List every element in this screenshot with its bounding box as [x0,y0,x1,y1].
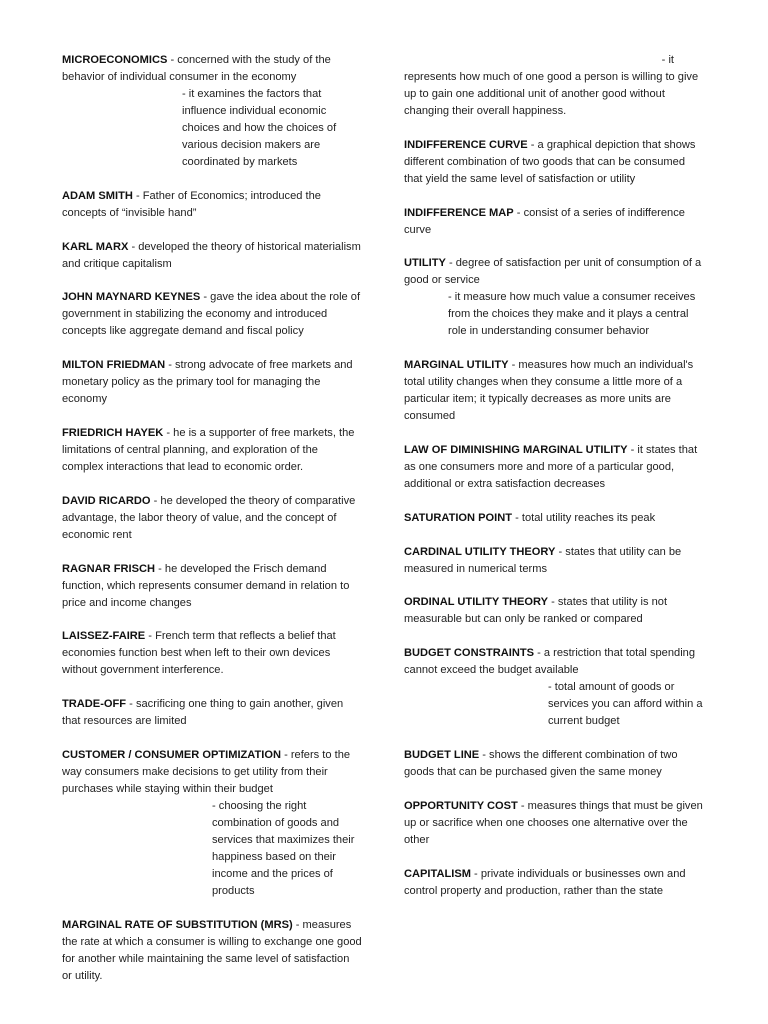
entry-cardinal-utility [404,544,704,578]
term: SATURATION POINT [404,511,513,524]
entry-law-diminishing-mu [404,442,704,493]
definition: - states that utility can be measured in numerical terms [404,545,682,575]
term: FRIEDRICH HAYEK [62,426,164,439]
entry-trade-off [62,696,362,730]
term: RAGNAR FRISCH [62,562,156,575]
entry-opportunity-cost [404,798,704,849]
definition-continued: - it examines the factors that influence individual economic choices and how the choices of various decision makers are coordinated by markets [182,88,337,168]
entry-ricardo [62,493,362,544]
term: JOHN MAYNARD KEYNES [62,291,201,304]
definition: - sacrificing one thing to gain another, given that resources are limited [62,698,344,728]
definition: - measures how much an individual's total utility changes when they consume a little more of a particular item; it typically decreases as more units are consumed [404,359,694,423]
term: OPPORTUNITY COST [404,799,518,812]
entry-karl-marx [62,239,362,273]
term: INDIFFERENCE MAP [404,206,514,219]
definition-continued: - choosing the right combination of goods and services that maximizes their happiness based on their income and the prices of products [212,799,355,897]
definition: - gave the idea about the role of government in stabilizing the economy and introduced concepts like aggregate demand and fiscal policy [62,291,361,338]
definition: - it states that as one consumers more and more of a particular good, additional or extra satisfaction decreases [404,443,698,490]
entry-marginal-utility [404,357,704,425]
term: ORDINAL UTILITY THEORY [404,596,549,609]
definition: - measures the rate at which a consumer is willing to exchange one good for another while maintaining the same level of satisfaction or utility. [62,918,362,982]
definition: - degree of satisfaction per unit of consumption of a good or service [404,257,702,287]
definition: - French term that reflects a belief that economies function best when left to their own devices without government interference. [62,630,336,677]
term: DAVID RICARDO [62,494,151,507]
definition-continued: - total amount of goods or services you can afford within a current budget [548,681,703,728]
definition: - developed the theory of historical materialism and critique capitalism [62,240,361,270]
term: UTILITY [404,257,446,270]
definition: - private individuals or businesses own and control property and production, rather than the state [404,867,686,897]
definition: - he developed the Frisch demand function, which represents consumer demand in relation to price and income changes [62,562,350,609]
term: CARDINAL UTILITY THEORY [404,545,556,558]
definition: - measures things that must be given up or sacrifice when one chooses one alternative over the other [404,799,703,846]
entry-indifference-map [404,205,704,239]
definition: - a graphical depiction that shows different combination of two goods that can be consumed that yield the same level of satisfaction or utility [404,138,696,185]
entry-capitalism [404,866,704,900]
definition: - a restriction that total spending cannot exceed the budget available [404,647,695,677]
term: MICROECONOMICS [62,54,168,66]
right-column [404,52,704,916]
definition: - shows the different combination of two goods that can be purchased given the same money [404,748,678,778]
term: MARGINAL UTILITY [404,359,509,372]
definition: - consist of a series of indifference curve [404,206,685,236]
entry-hayek [62,425,362,476]
entry-adam-smith [62,188,362,222]
term: CUSTOMER / CONSUMER OPTIMIZATION [62,748,281,761]
definition-continued: - it measure how much value a consumer receives from the choices they make and it plays a central role in understanding consumer behavior [448,291,696,338]
definition: - concerned with the study of the behavior of individual consumer in the economy [62,54,331,83]
term: ADAM SMITH [62,189,133,202]
entry-ordinal-utility [404,594,704,628]
entry-frisch [62,561,362,612]
entry-laissez-faire [62,628,362,679]
term: TRADE-OFF [62,698,127,711]
entry-keynes [62,289,362,340]
term: CAPITALISM [404,867,471,880]
term: MARGINAL RATE OF SUBSTITUTION (MRS) [62,918,293,931]
definition: - total utility reaches its peak [512,511,656,524]
entry-microeconomics [62,52,362,171]
term: MILTON FRIEDMAN [62,359,166,372]
entry-saturation-point [404,510,704,527]
entry-consumer-optimization [62,747,362,900]
term: BUDGET LINE [404,748,480,761]
entry-budget-line [404,747,704,781]
term: KARL MARX [62,240,129,253]
term: LAW OF DIMINISHING MARGINAL UTILITY [404,443,628,456]
entry-utility [404,255,704,340]
definition: - he developed the theory of comparative advantage, the labor theory of value, and the concept of economic rent [62,494,356,541]
term: INDIFFERENCE CURVE [404,138,528,151]
term: LAISSEZ-FAIRE [62,630,146,643]
definition: - Father of Economics; introduced the concepts of “invisible hand” [62,189,321,219]
definition: - states that utility is not measurable but can only be ranked or compared [404,596,668,626]
term: BUDGET CONSTRAINTS [404,647,535,660]
definition-continued-text: represents how much of one good a person is willing to give up to gain one additional unit of another good without changing their overall happiness. [404,71,699,117]
entry-indifference-curve [404,137,704,188]
entry-friedman [62,357,362,408]
entry-mrs-continued [404,52,704,120]
left-column [62,52,362,1002]
entry-mrs [62,917,362,985]
definition: - he is a supporter of free markets, the limitations of central planning, and exploration of the complex interactions that lead to economic order. [62,426,355,473]
entry-budget-constraints [404,645,704,730]
definition-continued: - it [661,54,674,66]
definition: - refers to the way consumers make decisions to get utility from their purchases while staying within their budget [62,748,351,795]
definition: - strong advocate of free markets and monetary policy as the primary tool for managing the economy [62,359,353,406]
